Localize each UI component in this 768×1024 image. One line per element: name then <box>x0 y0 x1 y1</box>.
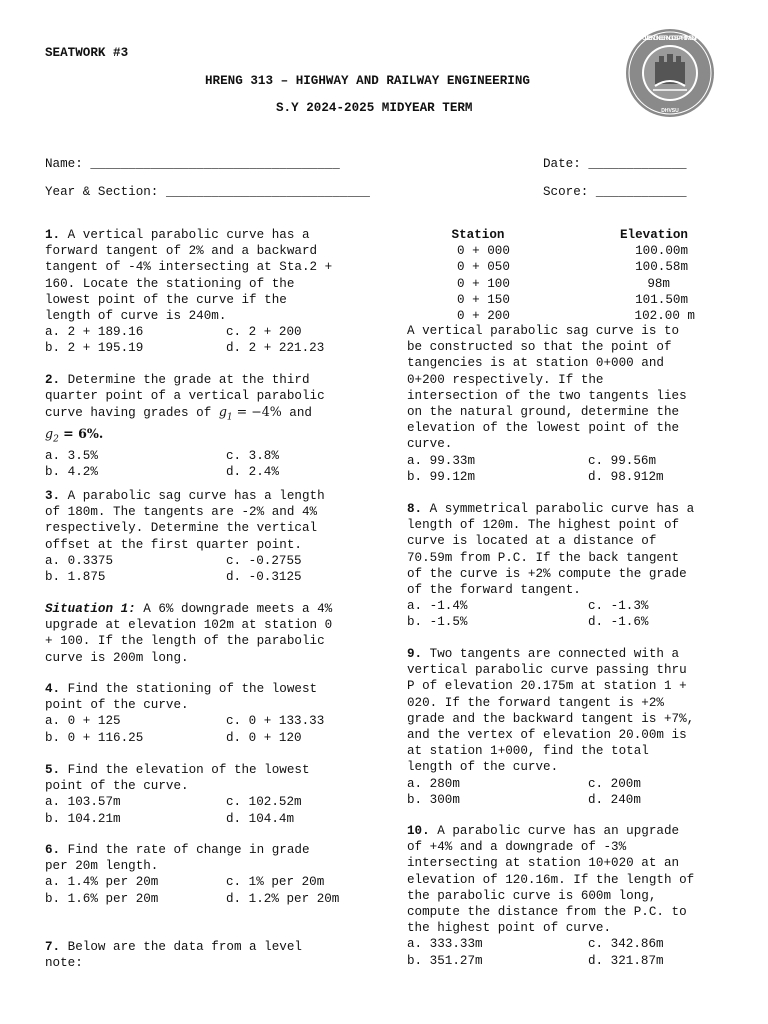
question-text: and the vertex of elevation 20.00m is <box>407 728 687 743</box>
question-text: curve having grades of <box>45 406 212 421</box>
question-text: per 20m length. <box>45 859 159 874</box>
answer-options <box>407 776 768 808</box>
option-c[interactable]: c. 342.86m <box>588 937 664 952</box>
option-b[interactable]: b. 2 + 195.19 <box>45 341 144 356</box>
option-b[interactable]: b. 1.6% per 20m <box>45 891 159 906</box>
question-number: 1. <box>45 228 61 242</box>
question-text: A parabolic sag curve has a length <box>60 489 325 503</box>
question-2 <box>45 372 406 480</box>
column-header-elevation: Elevation <box>619 228 688 242</box>
question-8 <box>407 501 768 631</box>
answer-options <box>407 453 768 485</box>
question-text: curve is located at a distance of <box>407 534 657 549</box>
option-b[interactable]: b. 99.12m <box>407 469 476 484</box>
question-4 <box>45 681 406 746</box>
option-d[interactable]: d. -1.6% <box>588 615 649 630</box>
score-blank[interactable]: ____________ <box>595 185 687 199</box>
question-number: 10. <box>407 824 430 838</box>
question-text: tangencies is at station 0+000 and <box>407 356 664 371</box>
situation-1 <box>45 601 332 666</box>
option-c[interactable]: c. 0 + 133.33 <box>226 714 325 729</box>
term-title: S.Y 2024-2025 MIDYEAR TERM <box>276 101 473 115</box>
name-label: Name: <box>45 157 83 171</box>
question-6 <box>45 842 406 907</box>
question-number: 9. <box>407 647 423 661</box>
option-a[interactable]: a. 103.57m <box>45 795 121 810</box>
question-text: point of the curve. <box>45 698 189 713</box>
option-a[interactable]: a. 1.4% per 20m <box>45 875 159 890</box>
question-text: compute the distance from the P.C. to <box>407 905 687 920</box>
question-text: Find the elevation of the lowest <box>60 763 310 777</box>
option-d[interactable]: d. 321.87m <box>588 953 664 968</box>
column-header-station: Station <box>451 228 505 242</box>
option-b[interactable]: b. 351.27m <box>407 953 483 968</box>
option-c[interactable]: c. 3.8% <box>226 448 279 463</box>
grade-g1-formula: $g_1 = -4\%$ <box>218 404 282 423</box>
date-field[interactable] <box>543 157 687 171</box>
question-text: Two tangents are connected with a <box>422 647 680 661</box>
option-b[interactable]: b. 0 + 116.25 <box>45 730 144 745</box>
option-a[interactable]: a. 99.33m <box>407 453 476 468</box>
table-row <box>438 276 726 292</box>
option-d[interactable]: d. 0 + 120 <box>226 730 302 745</box>
question-text: length of curve is 240m. <box>45 309 227 324</box>
question-text: point of the curve. <box>45 779 189 794</box>
name-field[interactable] <box>45 157 340 171</box>
question-1 <box>45 227 406 357</box>
question-text: intersection of the two tangents lies <box>407 388 687 403</box>
question-text: tangent of -4% intersecting at Sta.2 + <box>45 260 333 275</box>
option-a[interactable]: a. 0 + 125 <box>45 714 121 729</box>
option-a[interactable]: a. 333.33m <box>407 937 483 952</box>
question-text: 0+200 respectively. If the <box>407 372 604 387</box>
option-c[interactable]: c. 99.56m <box>588 453 657 468</box>
date-blank[interactable]: _____________ <box>588 157 687 171</box>
question-5 <box>45 762 406 827</box>
option-b[interactable]: b. 104.21m <box>45 811 121 826</box>
situation-text: curve is 200m long. <box>45 650 189 665</box>
option-d[interactable]: d. 98.912m <box>588 469 664 484</box>
question-text: length of the curve. <box>407 760 559 775</box>
situation-text: upgrade at elevation 102m at station 0 <box>45 618 333 633</box>
table-row <box>438 259 726 275</box>
option-d[interactable]: d. 2.4% <box>226 465 279 480</box>
question-text: A symmetrical parabolic curve has a <box>422 502 695 516</box>
question-number: 5. <box>45 763 61 777</box>
option-a[interactable]: a. 3.5% <box>45 448 98 463</box>
option-c[interactable]: c. 1% per 20m <box>226 875 325 890</box>
option-c[interactable]: c. -0.2755 <box>226 553 302 568</box>
course-title: HRENG 313 – HIGHWAY AND RAILWAY ENGINEERING <box>205 74 530 88</box>
seal-bottom-text: DHVSU <box>661 108 679 114</box>
question-text: A vertical parabolic curve has a <box>60 228 310 242</box>
situation-label: Situation 1: <box>45 602 136 616</box>
seatwork-label: SEATWORK #3 <box>45 46 129 60</box>
department-seal-logo <box>625 28 715 118</box>
table-row <box>438 308 726 324</box>
question-text: Find the rate of change in grade <box>60 843 310 857</box>
question-text: on the natural ground, determine the <box>407 405 680 420</box>
situation-text: + 100. If the length of the parabolic <box>45 634 325 649</box>
station-cell: 0 + 150 <box>457 292 510 307</box>
answer-options <box>407 598 768 630</box>
answer-options <box>45 448 406 480</box>
question-number: 4. <box>45 682 61 696</box>
seal-text: CIVIL ENGINEERING DEPARTMENT <box>642 35 698 42</box>
question-text: 160. Locate the stationing of the <box>45 276 295 291</box>
option-d[interactable]: d. 1.2% per 20m <box>226 891 340 906</box>
question-text: grade and the backward tangent is +7%, <box>407 711 695 726</box>
grade-g2-formula: $g_2 = 6\%$. <box>45 426 104 445</box>
question-text: A vertical parabolic sag curve is to <box>407 324 680 338</box>
question-text: curve. <box>407 437 453 452</box>
question-text: elevation of the lowest point of the <box>407 421 680 436</box>
option-a[interactable]: a. -1.4% <box>407 599 468 614</box>
option-b[interactable]: b. 4.2% <box>45 465 98 480</box>
table-row <box>438 292 726 308</box>
elevation-cell: 98m <box>647 276 670 291</box>
elevation-cell: 102.00 m <box>634 309 695 324</box>
question-7 <box>45 939 302 971</box>
question-3 <box>45 488 406 585</box>
situation-text: A 6% downgrade meets a 4% <box>135 602 333 616</box>
option-d[interactable]: d. 104.4m <box>226 811 295 826</box>
option-c[interactable]: c. -1.3% <box>588 599 649 614</box>
question-text: vertical parabolic curve passing thru <box>407 663 687 678</box>
option-b[interactable]: b. 300m <box>407 792 460 807</box>
question-text: be constructed so that the point of <box>407 340 672 355</box>
question-number: 2. <box>45 373 61 387</box>
option-d[interactable]: d. 240m <box>588 792 641 807</box>
option-a[interactable]: a. 280m <box>407 776 460 791</box>
question-text: of the forward tangent. <box>407 583 581 598</box>
option-b[interactable]: b. 1.875 <box>45 570 106 585</box>
question-text: respectively. Determine the vertical <box>45 521 318 536</box>
question-text: quarter point of a vertical parabolic <box>45 389 325 404</box>
answer-options <box>45 553 406 585</box>
option-b[interactable]: b. -1.5% <box>407 615 468 630</box>
question-text: of +4% and a downgrade of -3% <box>407 840 627 855</box>
question-text: forward tangent of 2% and a backward <box>45 244 318 259</box>
answer-options <box>407 936 768 968</box>
year-section-blank[interactable]: ___________________________ <box>165 185 370 199</box>
option-a[interactable]: a. 0.3375 <box>45 553 114 568</box>
option-a[interactable]: a. 2 + 189.16 <box>45 325 144 340</box>
option-d[interactable]: d. 2 + 221.23 <box>226 341 325 356</box>
question-text: lowest point of the curve if the <box>45 292 287 307</box>
question-text: 020. If the forward tangent is +2% <box>407 695 664 710</box>
question-text: and <box>281 406 312 421</box>
question-text: 70.59m from P.C. If the back tangent <box>407 550 680 565</box>
table-header-row <box>438 227 726 243</box>
option-d[interactable]: d. -0.3125 <box>226 570 302 585</box>
score-label: Score: <box>543 185 589 199</box>
table-row <box>438 243 726 259</box>
question-text: of 180m. The tangents are -2% and 4% <box>45 505 318 520</box>
answer-options <box>45 874 406 906</box>
question-text: the parabolic curve is 600m long, <box>407 888 657 903</box>
answer-options <box>45 713 406 745</box>
option-c[interactable]: c. 200m <box>588 776 641 791</box>
answer-options <box>45 324 406 356</box>
question-text: elevation of 120.16m. If the length of <box>407 872 695 887</box>
question-number: 7. <box>45 940 61 954</box>
question-7-continued <box>407 323 768 485</box>
question-number: 3. <box>45 489 61 503</box>
question-text: Determine the grade at the third <box>60 373 310 387</box>
question-10 <box>407 823 768 969</box>
question-9 <box>407 646 768 808</box>
answer-options <box>45 794 406 826</box>
question-text: offset at the first quarter point. <box>45 537 302 552</box>
question-text: the highest point of curve. <box>407 921 612 936</box>
station-cell: 0 + 100 <box>457 276 510 291</box>
year-section-label: Year & Section: <box>45 185 159 199</box>
option-c[interactable]: c. 2 + 200 <box>226 325 302 340</box>
question-text: P of elevation 20.175m at station 1 + <box>407 679 687 694</box>
question-text: A parabolic curve has an upgrade <box>429 824 680 838</box>
elevation-cell: 101.50m <box>635 292 688 307</box>
elevation-cell: 100.00m <box>635 244 688 259</box>
question-text: of the curve is +2% compute the grade <box>407 566 687 581</box>
station-cell: 0 + 050 <box>457 260 510 275</box>
date-label: Date: <box>543 157 581 171</box>
option-c[interactable]: c. 102.52m <box>226 795 302 810</box>
question-text: Below are the data from a level <box>60 940 302 954</box>
question-text: Find the stationing of the lowest <box>60 682 318 696</box>
name-blank[interactable]: _________________________________ <box>90 157 340 171</box>
station-cell: 0 + 200 <box>457 309 510 324</box>
question-text: note: <box>45 956 83 971</box>
question-number: 6. <box>45 843 61 857</box>
question-text: length of 120m. The highest point of <box>407 518 680 533</box>
year-section-field[interactable] <box>45 185 370 199</box>
elevation-cell: 100.58m <box>635 260 688 275</box>
level-note-table <box>438 227 726 324</box>
question-text: at station 1+000, find the total <box>407 744 649 759</box>
question-number: 8. <box>407 502 423 516</box>
station-cell: 0 + 000 <box>457 244 510 259</box>
question-text: intersecting at station 10+020 at an <box>407 856 680 871</box>
score-field[interactable] <box>543 185 687 199</box>
